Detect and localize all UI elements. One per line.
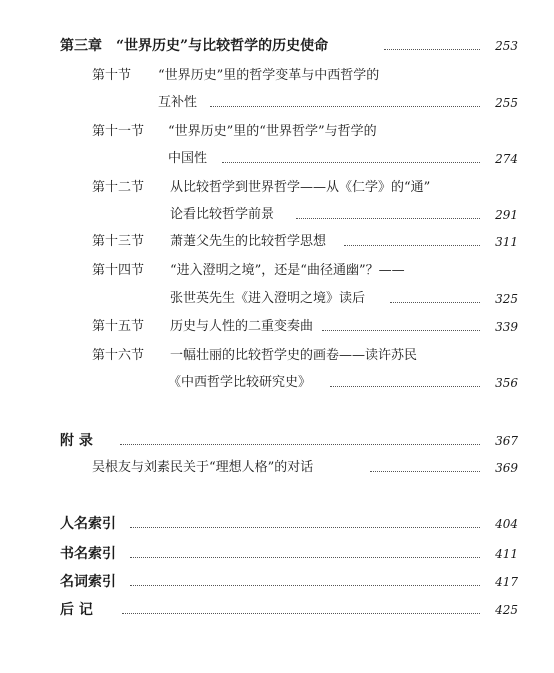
page-number: 367 [495,434,518,448]
section-label: 第十节 [92,68,132,83]
dot-leader [322,330,480,331]
section-title-line2: 互补性 [158,95,198,110]
toc-section-10-cont[interactable] [0,93,554,117]
toc-appendix-item[interactable] [0,458,554,482]
page-number: 417 [495,575,518,589]
page-number: 255 [495,96,518,110]
toc-afterword[interactable] [0,600,554,624]
toc-section-12[interactable] [0,178,554,202]
dot-leader [370,471,480,472]
toc-term-index[interactable] [0,572,554,596]
page-number: 356 [495,376,518,390]
page-number: 404 [495,517,518,531]
section-title-line2: 中国性 [168,151,208,166]
section-title-line2: 张世英先生《进入澄明之境》读后 [170,291,366,306]
section-label: 第十一节 [92,124,145,139]
toc-section-14-cont[interactable] [0,289,554,313]
toc-section-11[interactable] [0,122,554,146]
page-number: 311 [495,235,518,249]
page-number: 325 [495,292,518,306]
toc-section-12-cont[interactable] [0,205,554,229]
appendix-label: 附 录 [60,433,93,449]
page-number: 291 [495,208,518,222]
page-number: 253 [495,39,518,53]
dot-leader [384,49,480,50]
chapter-title: “世界历史”与比较哲学的历史使命 [116,38,329,54]
dot-leader [296,218,480,219]
dot-leader [222,162,480,163]
toc-section-10[interactable] [0,66,554,90]
toc-chapter-3[interactable] [0,36,554,60]
toc-book-index[interactable] [0,544,554,568]
page-number: 425 [495,603,518,617]
dot-leader [210,106,480,107]
section-label: 第十六节 [92,348,145,363]
index-label: 名词索引 [60,574,116,590]
dot-leader [344,245,480,246]
chapter-label: 第三章 [60,38,102,54]
dot-leader [390,302,480,303]
dot-leader [130,557,480,558]
toc-section-16[interactable] [0,346,554,370]
section-title-line2: 《中西哲学比较研究史》 [168,375,312,390]
section-label: 第十三节 [92,234,145,249]
index-label: 人名索引 [60,516,116,532]
toc-section-15[interactable] [0,317,554,341]
page-number: 339 [495,320,518,334]
appendix-item-title: 吴根友与刘素民关于“理想人格”的对话 [92,460,314,475]
page-number: 369 [495,461,518,475]
section-title-line1: 一幅壮丽的比较哲学史的画卷——读许苏民 [170,348,418,363]
section-label: 第十二节 [92,180,145,195]
section-label: 第十五节 [92,319,145,334]
section-title-line1: “进入澄明之境”，还是“曲径通幽”？—— [170,263,405,278]
toc-section-11-cont[interactable] [0,149,554,173]
afterword-label: 后 记 [60,602,93,618]
dot-leader [130,527,480,528]
section-label: 第十四节 [92,263,145,278]
toc-section-13[interactable] [0,232,554,256]
page-number: 411 [495,547,518,561]
section-title-line1: “世界历史”里的哲学变革与中西哲学的 [158,68,380,83]
section-title-line1: “世界历史”里的“世界哲学”与哲学的 [168,124,377,139]
dot-leader [130,585,480,586]
section-title-line1: 历史与人性的二重变奏曲 [170,319,314,334]
section-title-line2: 论看比较哲学前景 [170,207,275,222]
toc-section-14[interactable] [0,261,554,285]
toc-section-16-cont[interactable] [0,373,554,397]
toc-appendix[interactable] [0,431,554,455]
dot-leader [120,444,480,445]
dot-leader [330,386,480,387]
index-label: 书名索引 [60,546,116,562]
page-number: 274 [495,152,518,166]
dot-leader [122,613,480,614]
toc-name-index[interactable] [0,514,554,538]
section-title-line1: 萧萐父先生的比较哲学思想 [170,234,327,249]
section-title-line1: 从比较哲学到世界哲学——从《仁学》的“通” [170,180,431,195]
